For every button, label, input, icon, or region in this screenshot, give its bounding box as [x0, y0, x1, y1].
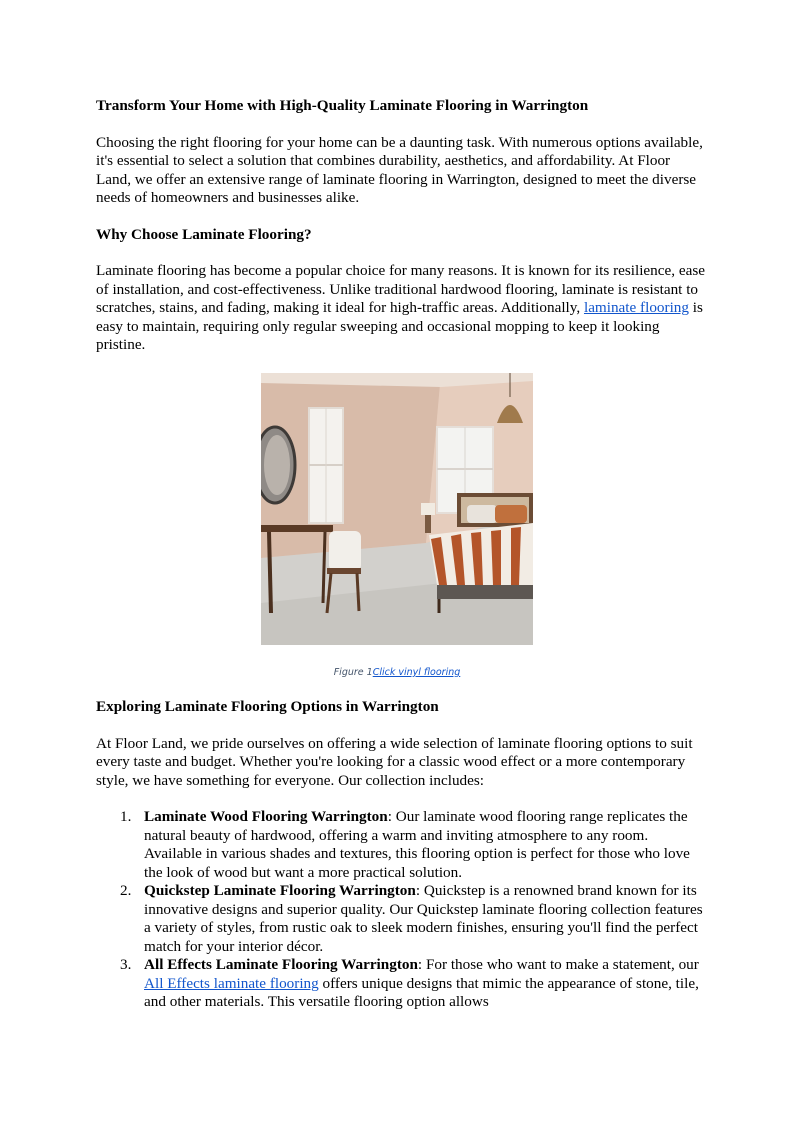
- list-item-text: : Our laminate wood flooring range replicates the natural beauty of hardwood, offering a warm and inviting atmosphere to any room. Available in various shades and textures, this flooring option is perfect for those who love the look of wood but want a more practical solution.: [144, 808, 690, 881]
- list-item-title: All Effects Laminate Flooring Warrington: [144, 956, 418, 973]
- why-paragraph: [96, 262, 706, 355]
- why-text-before: Laminate flooring has become a popular choice for many reasons. It is known for its resilience, ease of installation, and cost-effectiveness. Unlike traditional hardwood flooring, laminate is resistant to scratches, stains, and fading, making it ideal for high-traffic areas. Additionally,: [96, 262, 705, 316]
- laminate-flooring-link[interactable]: laminate flooring: [583, 299, 689, 316]
- list-item-text: : Quickstep is a renowned brand known for its innovative designs and superior quality. Our Quickstep laminate flooring collection features a variety of styles, from rustic oak to sleek modern finishes, ensuring you'll find the perfect match for your interior décor.: [144, 882, 703, 955]
- intro-paragraph: Choosing the right flooring for your home can be a daunting task. With numerous options available, it's essential to select a solution that combines durability, aesthetics, and affordability. At Floor Land, we offer an extensive range of laminate flooring in Warrington, designed to meet the diverse needs of homeowners and businesses alike.: [96, 133, 703, 206]
- list-item: [96, 882, 706, 956]
- options-intro-paragraph: At Floor Land, we pride ourselves on offering a wide selection of laminate flooring options to suit every taste and budget. Whether you're looking for a classic wood effect or a more contemporary style, we have something for everyone. Our collection includes:: [96, 734, 693, 789]
- click-vinyl-flooring-link[interactable]: Click vinyl flooring: [372, 667, 461, 678]
- list-item-title: Laminate Wood Flooring Warrington: [144, 808, 388, 825]
- list-item-number: 3.: [120, 956, 132, 973]
- figure-caption: [0, 664, 794, 683]
- list-item-number: 2.: [120, 882, 132, 899]
- list-item: [96, 956, 706, 1012]
- list-item-text-after: offers unique designs that mimic the appearance of stone, tile, and other materials. This versatile flooring option allows: [144, 974, 699, 1010]
- options-list: [96, 808, 706, 1012]
- options-section: [96, 698, 706, 1012]
- list-item: [96, 808, 706, 882]
- page-title: Transform Your Home with High-Quality Laminate Flooring in Warrington: [96, 97, 589, 114]
- top-section: [96, 97, 706, 355]
- list-item-number: 1.: [120, 808, 132, 825]
- list-item-title: Quickstep Laminate Flooring Warrington: [144, 882, 416, 899]
- options-heading: Exploring Laminate Flooring Options in Warrington: [96, 698, 439, 715]
- bedroom-photo: [261, 373, 533, 645]
- why-text-after: is easy to maintain, requiring only regular sweeping and occasional mopping to keep it looking pristine.: [96, 299, 703, 353]
- all-effects-laminate-link[interactable]: All Effects laminate flooring: [144, 974, 319, 992]
- why-heading: Why Choose Laminate Flooring?: [96, 225, 312, 243]
- figure-caption-prefix: Figure 1: [333, 667, 373, 678]
- list-item-text-before: : For those who want to make a statement, our: [417, 956, 699, 973]
